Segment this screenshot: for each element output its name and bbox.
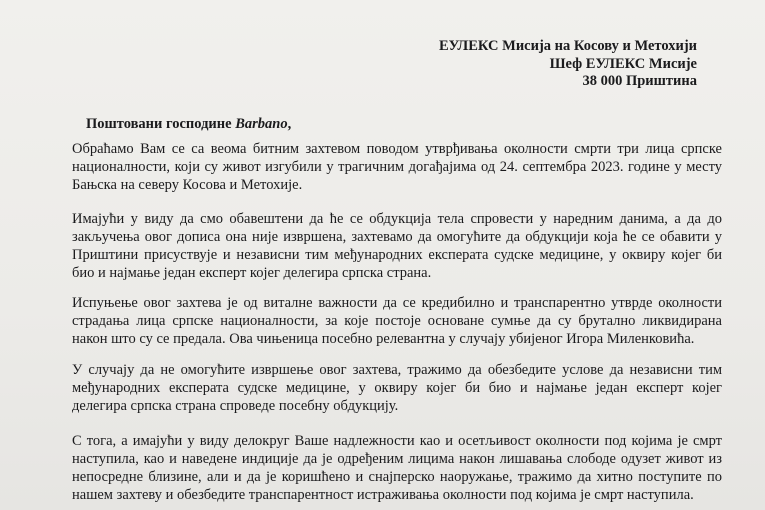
paragraph-line: делегира српска страна спроведе посебну обдукцију.	[72, 398, 399, 414]
paragraph-line: био и најмање један експерт којег делегира српска страна.	[72, 265, 432, 281]
paragraph-3	[72, 294, 722, 348]
paragraph-line: Обраћамо Вам се са веома битним захтевом поводом утврђивања околности смрти три лица српске	[72, 141, 722, 157]
address-line-3: 38 000 Приштина	[582, 73, 697, 89]
paragraph-line: Приштини присуствује и независни тим међународних експерата судске медицине, у оквиру којег би	[72, 247, 722, 263]
paragraph-1	[72, 140, 722, 194]
paragraph-line: закључења овог дописа она није извршена, захтевамо да омогућите да обдукцији која ће се обавити у	[72, 229, 722, 245]
paragraph-line: С тога, а имајући у виду делокруг Ваше надлежности као и осетљивост околности под којима је смрт	[72, 433, 722, 449]
paragraph-line: нашем захтеву и обезбедите транспарентност истраживања околности под којима је смрт наступила.	[72, 487, 694, 503]
address-line-1: ЕУЛЕКС Мисија на Косову и Метохији	[439, 38, 697, 54]
paragraph-line: У случају да не омогућите извршење овог захтева, тражимо да обезбедите услове да независни тим	[72, 362, 722, 378]
paragraph-line: националности, који су живот изгубили у трагичним догађајима од 24. септембра 2023. године у месту	[72, 159, 722, 175]
recipient-address	[439, 38, 697, 91]
paragraph-line: међународних експерата судске медицине, у оквиру којег би био и најмање један експерт којег	[72, 380, 722, 396]
salutation-text: Поштовани господине	[86, 116, 236, 132]
paragraph-line: наступила, као и наведене индиције да је одређеним лицима након лишавања слободе одузет живот из	[72, 451, 722, 467]
paragraph-line: Испуњење овог захтева је од виталне важности да се кредибилно и транспарентно утврде околности	[72, 295, 722, 311]
paragraph-line: страдања лица српске националности, за које постоје основане сумње да су брутално ликвидирана	[72, 313, 722, 329]
paragraph-4	[72, 361, 722, 415]
paragraph-line: Имајући у виду да смо обавештени да ће се обдукција тела спровести у наредним данима, а да до	[72, 211, 722, 227]
paragraph-line: након што су се предала. Ова чињеница посебно релевантна у случају убијеног Игора Миленковића.	[72, 331, 695, 347]
salutation-punct: ,	[287, 116, 292, 132]
paragraph-2	[72, 210, 722, 282]
address-line-2: Шеф ЕУЛЕКС Мисије	[549, 55, 697, 72]
salutation	[86, 116, 291, 133]
paragraph-line: непосредне близине, али и да је коришћено и снајперско наоружање, тражимо да хитно поступите по	[72, 469, 722, 485]
paragraph-5	[72, 432, 722, 504]
paragraph-line: Бањска на северу Косова и Метохије.	[72, 177, 303, 193]
salutation-name: Barbano	[235, 116, 288, 132]
